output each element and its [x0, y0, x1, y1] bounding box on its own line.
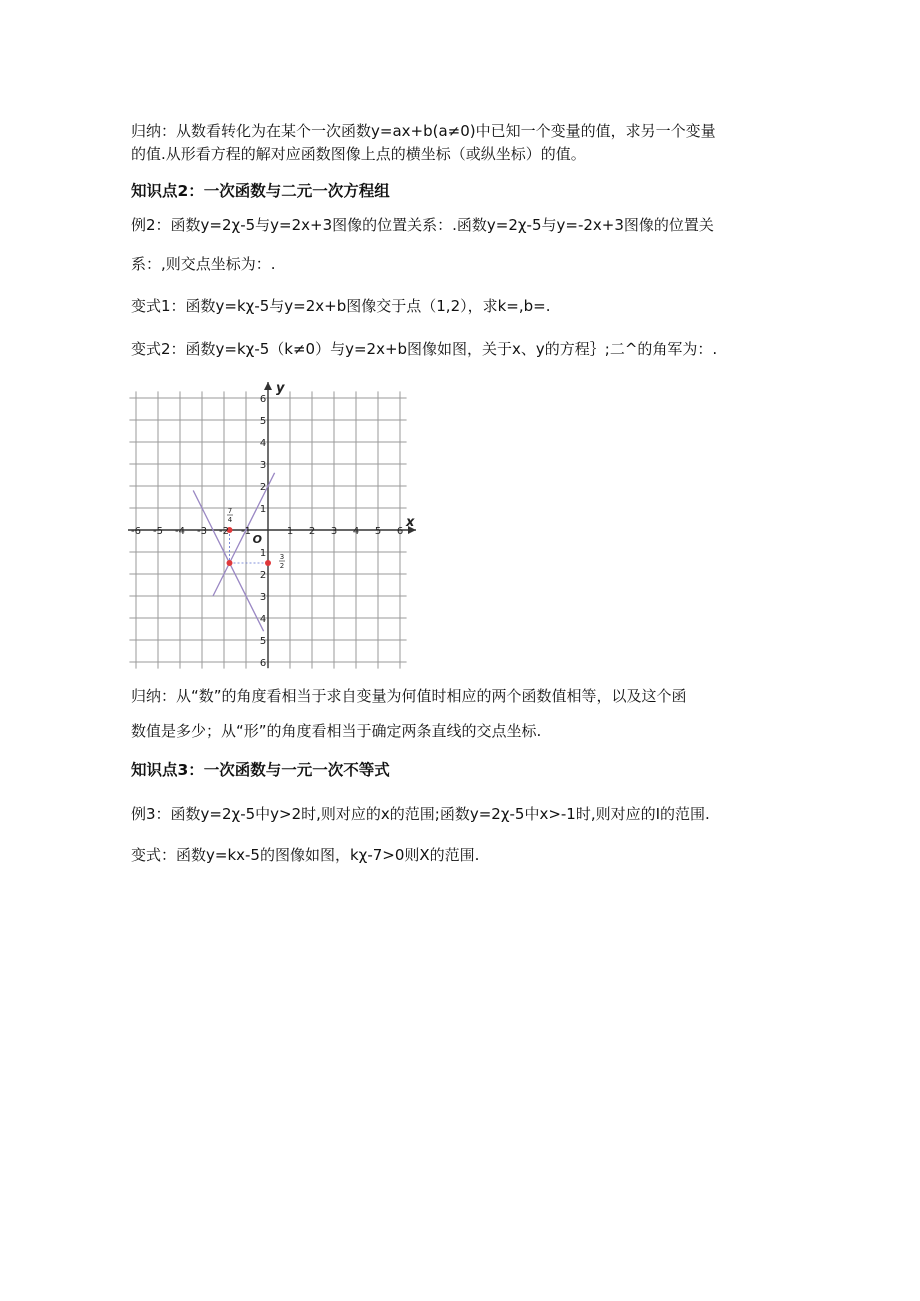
y-tick-label: 5	[259, 416, 267, 427]
x-tick-label: -6	[131, 526, 141, 537]
example-2-line-1: 例2：函数y=2χ-5与y=2x+3图像的位置关系：.函数y=2χ-5与y=-2x+3图像的位置关	[131, 216, 714, 234]
summary-1-line-1: 归纳：从数看转化为在某个一次函数y=ax+b(a≠0)中已知一个变量的值，求另一个变量	[131, 122, 716, 140]
x-tick-label: 6	[396, 526, 404, 537]
summary-2-line-1: 归纳：从“数”的角度看相当于求自变量为何值时相应的两个函数值相等，以及这个函	[131, 687, 687, 705]
x-tick-label: 5	[374, 526, 382, 537]
summary-2-line-2: 数值是多少；从“形”的角度看相当于确定两条直线的交点坐标.	[131, 722, 542, 740]
y-tick-label: 1	[259, 504, 267, 515]
x-tick-label: -4	[175, 526, 185, 537]
y-tick-label: 5	[259, 636, 267, 647]
summary-1-line-2: 的值.从形看方程的解对应函数图像上点的横坐标（或纵坐标）的值。	[131, 145, 586, 163]
y-tick-label: 1	[259, 548, 267, 559]
x-tick-label: 3	[330, 526, 338, 537]
x-tick-label: -1	[241, 526, 251, 537]
x-tick-label: -5	[153, 526, 163, 537]
example-3: 例3：函数y=2χ-5中y>2时,则对应的x的范围;函数y=2χ-5中x>-1时,则对应的I的范围.	[131, 805, 710, 823]
y-tick-label: 6	[259, 394, 267, 405]
y-tick-label: 4	[259, 614, 267, 625]
y-axis-arrow	[264, 382, 272, 390]
x-fraction-numerator: 7	[227, 507, 233, 515]
intersection-point	[227, 560, 233, 566]
x-tick-label: 4	[352, 526, 360, 537]
y-axis-label: y	[276, 381, 285, 396]
variant-1: 变式1：函数y=kχ-5与y=2x+b图像交于点（1,2），求k=,b=.	[131, 297, 551, 315]
origin-label: O	[252, 533, 262, 546]
variant-2: 变式2：函数y=kχ-5（k≠0）与y=2x+b图像如图，关于x、y的方程｝;二^的角军为：.	[131, 340, 718, 358]
y-tick-label: 3	[259, 460, 267, 471]
coordinate-graph	[128, 380, 418, 670]
x-tick-label: 1	[286, 526, 294, 537]
heading-knowledge-point-2: 知识点2：一次函数与二元一次方程组	[131, 182, 390, 200]
x-tick-label: 2	[308, 526, 316, 537]
x-axis-label: x	[406, 515, 415, 530]
x-fraction-denominator: 4	[227, 516, 233, 524]
y-fraction-denominator: 2	[279, 562, 285, 570]
y-tick-label: 3	[259, 592, 267, 603]
example-2-line-2: 系：,则交点坐标为：.	[131, 255, 276, 273]
heading-knowledge-point-3: 知识点3：一次函数与一元一次不等式	[131, 761, 390, 779]
y-tick-label: 6	[259, 658, 267, 669]
y-tick-label: 2	[259, 482, 267, 493]
y-tick-label: 4	[259, 438, 267, 449]
y-axis-point	[265, 560, 271, 566]
y-fraction-numerator: 3	[279, 553, 285, 561]
y-tick-label: 2	[259, 570, 267, 581]
axes	[128, 382, 416, 668]
x-tick-label: -2	[219, 526, 229, 537]
x-tick-label: -3	[197, 526, 207, 537]
variant-3: 变式：函数y=kx-5的图像如图，kχ-7>0则X的范围.	[131, 846, 480, 864]
